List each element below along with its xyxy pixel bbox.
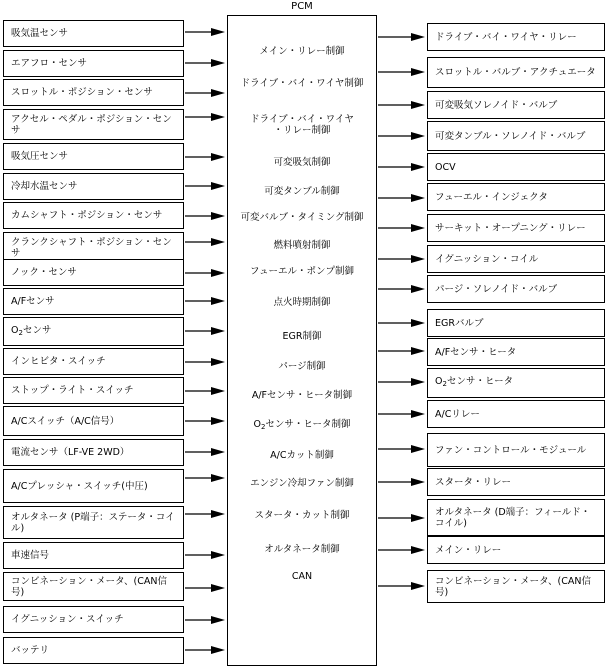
output-device-label: フューエル・インジェクタ	[435, 191, 548, 203]
input-signal-box	[3, 173, 184, 200]
input-signal-box	[3, 406, 184, 436]
input-signal-label: インヒビタ・スイッチ	[11, 356, 106, 367]
pcm-function-label: メイン・リレー制御	[259, 46, 345, 57]
output-device-label: EGRバルブ	[435, 317, 484, 329]
output-device-box	[427, 245, 605, 273]
input-signal-label: カムシャフト・ポジション・センサ	[11, 210, 163, 221]
output-device-box	[427, 499, 605, 536]
input-arrow	[185, 212, 225, 220]
output-device-label: A/Fセンサ・ヒータ	[435, 346, 517, 358]
pcm-function-label: スタータ・カット制御	[254, 510, 350, 521]
output-device-box	[427, 433, 605, 467]
output-device-box	[427, 570, 605, 603]
input-arrow	[185, 584, 225, 592]
input-signal-label: 車速信号	[11, 550, 50, 561]
input-signal-box	[3, 506, 184, 539]
output-device-label: メイン・リレー	[435, 544, 502, 556]
output-arrow	[378, 582, 425, 590]
output-device-box	[427, 400, 605, 428]
input-signal-label: 吸気温センサ	[11, 28, 69, 39]
input-signal-box	[3, 50, 184, 77]
input-signal-box	[3, 348, 184, 375]
input-signal-label: イグニッション・スイッチ	[11, 614, 124, 625]
output-arrow	[378, 224, 425, 232]
input-arrow	[185, 387, 225, 395]
input-signal-box	[3, 377, 184, 404]
input-arrow	[185, 297, 225, 305]
input-signal-label: クランクシャフト・ポジション・センサ	[11, 237, 172, 259]
output-arrow	[378, 194, 425, 202]
input-arrow	[185, 89, 225, 97]
input-arrow	[185, 510, 225, 518]
input-arrow	[185, 646, 225, 654]
input-arrow	[185, 182, 225, 190]
input-signal-box	[3, 469, 184, 503]
input-signal-label: ノック・センサ	[11, 267, 77, 278]
output-device-label: 可変タンブル・ソレノイド・バルブ	[435, 130, 586, 142]
output-device-box	[427, 368, 605, 398]
pcm-function-label: 可変吸気制御	[273, 157, 331, 168]
pcm-function-label: 可変タンブル制御	[264, 186, 340, 197]
output-device-box	[427, 183, 605, 211]
input-signal-box	[3, 606, 184, 633]
pcm-function-label: 点火時期制御	[273, 297, 331, 308]
output-arrow	[378, 33, 425, 41]
input-signal-box	[3, 109, 184, 140]
input-signal-label: スロットル・ポジション・センサ	[11, 87, 153, 98]
output-device-label: スロットル・バルブ・アクチュエータ	[435, 67, 596, 78]
input-signal-label: オルタネータ (P端子：ステータ・コイル)	[11, 511, 175, 534]
output-device-label: コンビネーション・メータ、(CAN信号)	[435, 575, 591, 598]
output-device-box	[427, 23, 605, 51]
pcm-function-label: A/Cカット制御	[270, 450, 334, 461]
input-arrow	[185, 358, 225, 366]
output-arrow	[378, 478, 425, 486]
pcm-function-label: オルタネータ制御	[264, 544, 340, 555]
input-arrow	[185, 59, 225, 67]
output-arrow	[378, 514, 425, 522]
output-device-box	[427, 309, 605, 337]
input-signal-label: コンビネーション・メータ、(CAN信号)	[11, 575, 167, 598]
input-arrow	[185, 28, 225, 36]
pcm-function-label: ドライブ・バイ・ワイヤ ・リレー制御	[250, 114, 354, 136]
input-signal-box	[3, 259, 184, 286]
output-arrow	[378, 101, 425, 109]
output-device-box	[427, 338, 605, 366]
input-arrow	[185, 616, 225, 624]
output-device-label: A/Cリレー	[435, 408, 480, 420]
output-arrow	[378, 255, 425, 263]
output-device-box	[427, 121, 605, 151]
output-device-label: イグニッション・コイル	[435, 253, 539, 265]
input-signal-box	[3, 572, 184, 601]
pcm-function-label: エンジン冷却ファン制御	[250, 478, 354, 489]
pcm-function-label: フューエル・ポンプ制御	[249, 266, 355, 277]
input-arrow	[185, 238, 225, 246]
input-arrow	[185, 327, 225, 335]
input-arrow	[185, 269, 225, 277]
input-signal-label: 冷却水温センサ	[11, 181, 78, 192]
output-arrow	[378, 347, 425, 355]
input-signal-box	[3, 317, 184, 346]
input-signal-label: ストップ・ライト・スイッチ	[11, 385, 134, 396]
input-signal-box	[3, 79, 184, 106]
input-signal-label: $O_2$センサ	[11, 324, 52, 337]
output-device-box	[427, 536, 605, 564]
input-signal-label: A/Fセンサ	[11, 296, 55, 307]
output-device-box	[427, 214, 605, 242]
output-arrow	[378, 378, 425, 386]
output-device-label: オルタネータ (D端子：フィールド・コイル)	[435, 506, 591, 529]
pcm-function-label: パージ制御	[278, 361, 326, 372]
input-signal-box	[3, 20, 184, 47]
input-signal-label: エアフロ・センサ	[11, 58, 88, 69]
output-device-box	[427, 153, 605, 181]
input-signal-label: 電流センサ（LF-VE 2WD）	[11, 447, 130, 458]
pcm-function-label: CAN	[291, 571, 313, 582]
input-signal-label: アクセル・ペダル・ポジション・センサ	[11, 113, 172, 136]
input-signal-label: A/Cスイッチ（A/C信号）	[11, 415, 120, 427]
output-device-label: 可変吸気ソレノイド・バルブ	[435, 99, 558, 111]
output-device-label: スタータ・リレー	[435, 476, 512, 488]
input-arrow	[185, 448, 225, 456]
output-device-label: $O_2$センサ・ヒータ	[435, 376, 514, 388]
pcm-function-label: EGR制御	[282, 331, 322, 342]
input-signal-box	[3, 288, 184, 315]
input-signal-label: バッテリ	[11, 645, 50, 656]
output-arrow	[378, 445, 425, 453]
output-device-label: サーキット・オープニング・リレー	[435, 222, 586, 234]
output-arrow	[378, 132, 425, 140]
output-arrow	[378, 319, 425, 327]
input-signal-label: 吸気圧センサ	[11, 151, 69, 162]
output-device-box	[427, 468, 605, 496]
output-arrow	[378, 546, 425, 554]
pcm-function-label: $O_2$センサ・ヒータ制御	[253, 419, 351, 431]
input-signal-box	[3, 202, 184, 229]
output-arrow	[378, 410, 425, 418]
output-device-label: ドライブ・バイ・ワイヤ・リレー	[435, 31, 577, 43]
input-signal-box	[3, 542, 184, 569]
input-signal-box	[3, 143, 184, 170]
output-arrow	[378, 285, 425, 293]
input-arrow	[185, 153, 225, 161]
output-device-label: OCV	[435, 161, 456, 173]
output-device-label: パージ・ソレノイド・バルブ	[435, 283, 558, 295]
pcm-function-label: 燃料噴射制御	[273, 240, 331, 251]
output-device-box	[427, 275, 605, 303]
output-device-label: ファン・コントロール・モジュール	[435, 444, 587, 456]
input-signal-box	[3, 439, 184, 466]
output-device-box	[427, 91, 605, 119]
input-arrow	[185, 417, 225, 425]
output-arrow	[378, 163, 425, 171]
pcm-function-label: ドライブ・バイ・ワイヤ制御	[240, 78, 364, 89]
input-arrow	[185, 551, 225, 559]
pcm-title: PCM	[291, 1, 313, 12]
pcm-function-label: 可変バルブ・タイミング制御	[240, 212, 364, 223]
input-signal-box	[3, 637, 184, 664]
output-device-box	[427, 57, 605, 88]
pcm-function-label: A/Fセンサ・ヒータ制御	[251, 390, 353, 401]
input-arrow	[185, 113, 225, 121]
input-signal-label: A/Cプレッシャ・スイッチ(中圧)	[11, 480, 148, 492]
input-arrow	[185, 474, 225, 482]
output-arrow	[378, 68, 425, 76]
